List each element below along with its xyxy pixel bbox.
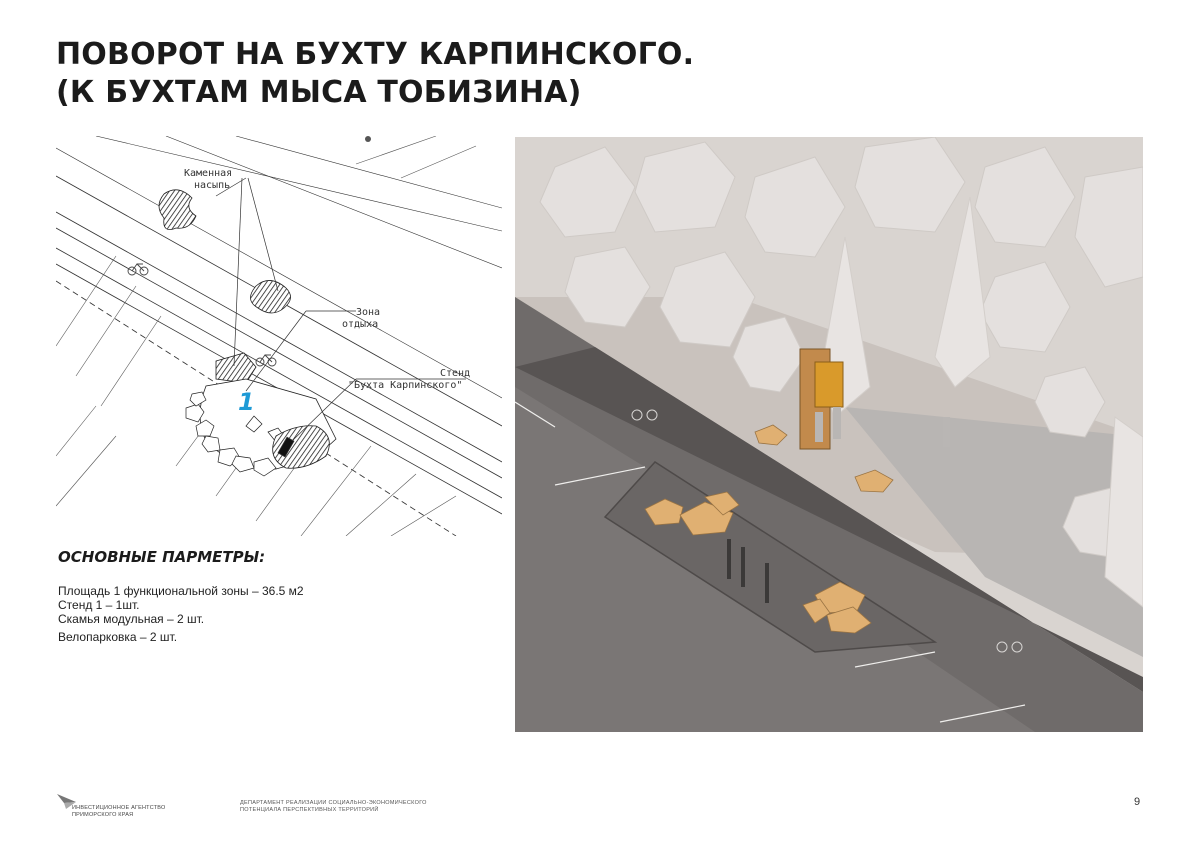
parameter-item: Площадь 1 функциональной зоны – 36.5 м2 xyxy=(58,584,304,598)
plan-label-stand-2: "Бухта Карпинского" xyxy=(348,380,463,391)
department-name xyxy=(240,800,427,814)
department-name-line-2: ПОТЕНЦИАЛА ПЕРСПЕКТИВНЫХ ТЕРРИТОРИЙ xyxy=(240,807,379,813)
page-number: 9 xyxy=(1134,796,1141,808)
site-render-illustration xyxy=(515,137,1143,732)
page-title-line-2: (К БУХТАМ МЫСА ТОБИЗИНА) xyxy=(56,75,582,110)
plan-label-rest-1: Зона xyxy=(356,307,381,318)
page-title-line-1: ПОВОРОТ НА БУХТУ КАРПИНСКОГО. xyxy=(56,37,695,72)
plan-label-rest-2: отдыха xyxy=(342,319,379,330)
site-plan-drawing xyxy=(56,136,502,536)
parameter-item: Скамья модульная – 2 шт. xyxy=(58,612,205,626)
agency-name-line-1: ИНВЕСТИЦИОННОЕ АГЕНТСТВО xyxy=(72,805,166,811)
plan-label-stand-1: Стенд xyxy=(440,368,471,379)
parameter-item: Стенд 1 – 1шт. xyxy=(58,598,140,612)
page-title xyxy=(56,36,694,112)
plan-label-stone-1: Каменная xyxy=(184,168,233,179)
department-name-line-1: ДЕПАРТАМЕНТ РЕАЛИЗАЦИИ СОЦИАЛЬНО-ЭКОНОМИЧЕСКОГО xyxy=(240,800,427,806)
parameter-item: Велопарковка – 2 шт. xyxy=(58,630,178,644)
zone-number: 1 xyxy=(238,388,255,416)
parameters-heading: ОСНОВНЫЕ ПАРМЕТРЫ: xyxy=(58,548,266,566)
agency-name-line-2: ПРИМОРСКОГО КРАЯ xyxy=(72,812,134,818)
plan-label-stone-2: насыпь xyxy=(194,180,231,191)
agency-name xyxy=(72,805,165,819)
parameters-list xyxy=(58,584,304,644)
